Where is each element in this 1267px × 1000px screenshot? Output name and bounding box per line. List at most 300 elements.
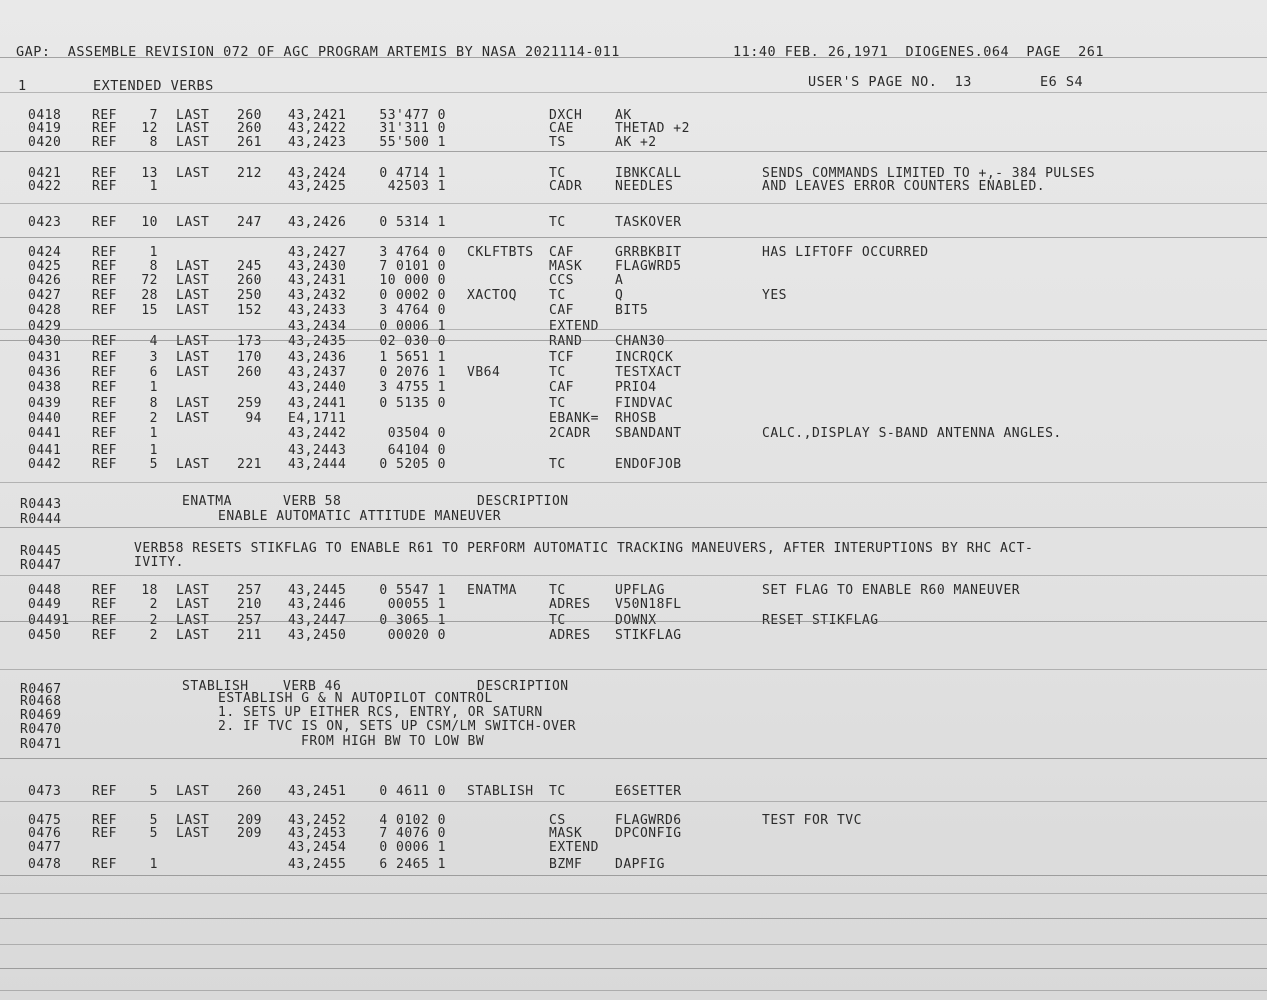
row-opcode: TCF <box>549 350 574 365</box>
text-line-number: R0470 <box>20 722 62 737</box>
row-operand: ENDOFJOB <box>615 457 682 472</box>
row-ref-tag: REF <box>92 350 117 365</box>
row-line-number: 0441 <box>28 443 62 458</box>
text-body: 1. SETS UP EITHER RCS, ENTRY, OR SATURN <box>218 705 543 720</box>
row-octal-value: 10 000 0 <box>379 273 446 288</box>
row-last-tag: LAST <box>176 813 210 828</box>
row-ref-count: 28 <box>141 288 158 303</box>
row-opcode: TC <box>549 288 566 303</box>
row-last-page: 260 <box>237 273 262 288</box>
row-line-number: 0477 <box>28 840 62 855</box>
row-last-page: 94 <box>245 411 262 426</box>
row-comment: YES <box>762 288 787 303</box>
row-ref-count: 8 <box>149 135 158 150</box>
row-ref-count: 3 <box>149 350 158 365</box>
row-address: 43,2430 <box>288 259 347 274</box>
row-ref-tag: REF <box>92 826 117 841</box>
row-address: 43,2450 <box>288 628 347 643</box>
row-opcode: CAF <box>549 245 574 260</box>
row-line-number: 0439 <box>28 396 62 411</box>
row-octal-value: 0 3065 1 <box>379 613 446 628</box>
row-ref-tag: REF <box>92 245 117 260</box>
row-address: 43,2442 <box>288 426 347 441</box>
row-ref-tag: REF <box>92 179 117 194</box>
row-ref-tag: REF <box>92 288 117 303</box>
row-ref-tag: REF <box>92 334 117 349</box>
row-operand: UPFLAG <box>615 583 665 598</box>
row-last-tag: LAST <box>176 215 210 230</box>
row-line-number: 0424 <box>28 245 62 260</box>
row-ref-tag: REF <box>92 380 117 395</box>
row-address: 43,2453 <box>288 826 347 841</box>
text-line-number: R0443 <box>20 497 62 512</box>
row-ref-tag: REF <box>92 166 117 181</box>
row-octal-value: 3 4764 0 <box>379 245 446 260</box>
row-operand: INCRQCK <box>615 350 674 365</box>
row-last-tag: LAST <box>176 350 210 365</box>
row-ref-tag: REF <box>92 583 117 598</box>
paper-rule <box>0 875 1267 876</box>
row-last-page: 170 <box>237 350 262 365</box>
row-line-number: 0422 <box>28 179 62 194</box>
row-address: 43,2437 <box>288 365 347 380</box>
row-opcode: TC <box>549 457 566 472</box>
row-ref-tag: REF <box>92 426 117 441</box>
row-octal-value: 0 5314 1 <box>379 215 446 230</box>
row-octal-value: 6 2465 1 <box>379 857 446 872</box>
row-address: 43,2434 <box>288 319 347 334</box>
text-line-number: R0447 <box>20 558 62 573</box>
row-opcode: CAF <box>549 303 574 318</box>
row-octal-value: 00055 1 <box>387 597 446 612</box>
program-title: GAP: ASSEMBLE REVISION 072 OF AGC PROGRAM ARTEMIS BY NASA 2021114-011 <box>16 44 620 60</box>
row-ref-count: 5 <box>149 457 158 472</box>
row-last-page: 261 <box>237 135 262 150</box>
row-line-number: 0440 <box>28 411 62 426</box>
row-line-number: 0449 <box>28 597 62 612</box>
row-last-page: 260 <box>237 365 262 380</box>
row-opcode: ADRES <box>549 597 591 612</box>
row-address: 43,2432 <box>288 288 347 303</box>
section-number: 1 <box>18 78 27 94</box>
row-label: XACTOQ <box>467 288 517 303</box>
row-ref-count: 5 <box>149 826 158 841</box>
text-line-number: R0467 <box>20 682 62 697</box>
row-ref-count: 6 <box>149 365 158 380</box>
text-heading-part: DESCRIPTION <box>477 679 569 694</box>
row-opcode: TC <box>549 215 566 230</box>
row-last-tag: LAST <box>176 583 210 598</box>
row-line-number: 0427 <box>28 288 62 303</box>
row-last-page: 259 <box>237 396 262 411</box>
row-operand: TESTXACT <box>615 365 682 380</box>
row-last-tag: LAST <box>176 597 210 612</box>
row-last-page: 245 <box>237 259 262 274</box>
row-last-page: 247 <box>237 215 262 230</box>
row-octal-value: 31'311 0 <box>379 121 446 136</box>
paper-rule <box>0 57 1267 58</box>
row-operand: IBNKCALL <box>615 166 682 181</box>
row-ref-count: 1 <box>149 380 158 395</box>
row-ref-count: 1 <box>149 179 158 194</box>
row-operand: TASKOVER <box>615 215 682 230</box>
row-last-page: 152 <box>237 303 262 318</box>
row-operand: DPCONFIG <box>615 826 682 841</box>
row-last-tag: LAST <box>176 303 210 318</box>
row-octal-value: 0 5135 0 <box>379 396 446 411</box>
row-ref-tag: REF <box>92 857 117 872</box>
text-body: FROM HIGH BW TO LOW BW <box>301 734 485 749</box>
row-last-page: 260 <box>237 108 262 123</box>
row-operand: BIT5 <box>615 303 649 318</box>
row-operand: NEEDLES <box>615 179 674 194</box>
row-octal-value: 4 0102 0 <box>379 813 446 828</box>
row-address: 43,2424 <box>288 166 347 181</box>
row-last-tag: LAST <box>176 457 210 472</box>
row-opcode: CS <box>549 813 566 828</box>
row-octal-value: 03504 0 <box>387 426 446 441</box>
row-line-number: 0420 <box>28 135 62 150</box>
row-ref-count: 5 <box>149 813 158 828</box>
row-line-number: 0425 <box>28 259 62 274</box>
row-octal-value: 3 4755 1 <box>379 380 446 395</box>
row-last-page: 173 <box>237 334 262 349</box>
row-octal-value: 64104 0 <box>387 443 446 458</box>
row-ref-tag: REF <box>92 396 117 411</box>
row-address: 43,2427 <box>288 245 347 260</box>
row-ref-count: 7 <box>149 108 158 123</box>
paper-rule <box>0 669 1267 670</box>
row-comment: TEST FOR TVC <box>762 813 862 828</box>
row-operand: STIKFLAG <box>615 628 682 643</box>
row-octal-value: 0 0006 1 <box>379 319 446 334</box>
row-octal-value: 53'477 0 <box>379 108 446 123</box>
row-line-number: 0436 <box>28 365 62 380</box>
row-address: 43,2423 <box>288 135 347 150</box>
row-address: 43,2441 <box>288 396 347 411</box>
row-line-number: 0419 <box>28 121 62 136</box>
row-address: 43,2455 <box>288 857 347 872</box>
row-octal-value: 7 0101 0 <box>379 259 446 274</box>
row-opcode: CADR <box>549 179 583 194</box>
row-opcode: TC <box>549 166 566 181</box>
row-octal-value: 3 4764 0 <box>379 303 446 318</box>
date-page-info: 11:40 FEB. 26,1971 DIOGENES.064 PAGE 261 <box>733 44 1104 60</box>
row-opcode: EBANK= <box>549 411 599 426</box>
row-octal-value: 0 5547 1 <box>379 583 446 598</box>
row-operand: SBANDANT <box>615 426 682 441</box>
row-ref-count: 5 <box>149 784 158 799</box>
row-line-number: 0448 <box>28 583 62 598</box>
row-address: 43,2452 <box>288 813 347 828</box>
row-ref-count: 15 <box>141 303 158 318</box>
row-last-tag: LAST <box>176 121 210 136</box>
row-opcode: DXCH <box>549 108 583 123</box>
paper-rule <box>0 92 1267 93</box>
row-ref-tag: REF <box>92 597 117 612</box>
row-address: 43,2431 <box>288 273 347 288</box>
row-ref-count: 2 <box>149 628 158 643</box>
row-opcode: CAF <box>549 380 574 395</box>
row-operand: CHAN30 <box>615 334 665 349</box>
row-octal-value: 7 4076 0 <box>379 826 446 841</box>
row-opcode: TS <box>549 135 566 150</box>
row-last-page: 260 <box>237 784 262 799</box>
text-body: ENABLE AUTOMATIC ATTITUDE MANEUVER <box>218 509 502 524</box>
row-octal-value: 0 2076 1 <box>379 365 446 380</box>
row-label: ENATMA <box>467 583 517 598</box>
paper-rule <box>0 482 1267 483</box>
row-line-number: 0418 <box>28 108 62 123</box>
row-ref-tag: REF <box>92 108 117 123</box>
row-opcode: CCS <box>549 273 574 288</box>
row-ref-tag: REF <box>92 259 117 274</box>
row-last-tag: LAST <box>176 365 210 380</box>
row-last-page: 210 <box>237 597 262 612</box>
row-address: 43,2454 <box>288 840 347 855</box>
paper-rule <box>0 203 1267 204</box>
row-opcode: MASK <box>549 259 583 274</box>
row-line-number: 0441 <box>28 426 62 441</box>
row-ref-tag: REF <box>92 457 117 472</box>
row-last-page: 257 <box>237 613 262 628</box>
row-ref-tag: REF <box>92 273 117 288</box>
row-operand: FINDVAC <box>615 396 674 411</box>
row-operand: RHOSB <box>615 411 657 426</box>
paper-rule <box>0 575 1267 576</box>
row-address: 43,2425 <box>288 179 347 194</box>
users-page-number: USER'S PAGE NO. 13 <box>808 74 972 90</box>
row-operand: V50N18FL <box>615 597 682 612</box>
row-last-tag: LAST <box>176 166 210 181</box>
row-last-page: 209 <box>237 826 262 841</box>
row-label: CKLFTBTS <box>467 245 534 260</box>
row-octal-value: 1 5651 1 <box>379 350 446 365</box>
row-last-page: 212 <box>237 166 262 181</box>
row-ref-tag: REF <box>92 121 117 136</box>
row-ref-tag: REF <box>92 628 117 643</box>
paper-rule <box>0 621 1267 622</box>
paper-rule <box>0 329 1267 330</box>
row-ref-count: 8 <box>149 259 158 274</box>
row-operand: FLAGWRD5 <box>615 259 682 274</box>
row-address: 43,2440 <box>288 380 347 395</box>
paper-rule <box>0 237 1267 238</box>
row-address: E4,1711 <box>288 411 347 426</box>
bank-indicator: E6 S4 <box>1040 74 1084 90</box>
row-address: 43,2451 <box>288 784 347 799</box>
row-opcode: TC <box>549 396 566 411</box>
row-line-number: 0421 <box>28 166 62 181</box>
row-opcode: EXTEND <box>549 319 599 334</box>
row-address: 43,2443 <box>288 443 347 458</box>
row-octal-value: 0 4714 1 <box>379 166 446 181</box>
row-line-number: 0442 <box>28 457 62 472</box>
row-ref-tag: REF <box>92 813 117 828</box>
row-opcode: TC <box>549 365 566 380</box>
row-opcode: CAE <box>549 121 574 136</box>
row-octal-value: 42503 1 <box>387 179 446 194</box>
row-opcode: TC <box>549 613 566 628</box>
row-address: 43,2446 <box>288 597 347 612</box>
row-operand: FLAGWRD6 <box>615 813 682 828</box>
row-last-tag: LAST <box>176 334 210 349</box>
row-last-page: 221 <box>237 457 262 472</box>
row-line-number: 0426 <box>28 273 62 288</box>
row-ref-count: 72 <box>141 273 158 288</box>
row-comment: SET FLAG TO ENABLE R60 MANEUVER <box>762 583 1021 598</box>
text-line-number: R0468 <box>20 694 62 709</box>
text-heading-part: DESCRIPTION <box>477 494 569 509</box>
paper-rule <box>0 151 1267 152</box>
row-opcode: TC <box>549 784 566 799</box>
text-body: ESTABLISH G & N AUTOPILOT CONTROL <box>218 691 493 706</box>
paper-rule <box>0 918 1267 919</box>
row-last-tag: LAST <box>176 826 210 841</box>
row-ref-count: 1 <box>149 426 158 441</box>
row-last-page: 209 <box>237 813 262 828</box>
row-comment: HAS LIFTOFF OCCURRED <box>762 245 929 260</box>
row-address: 43,2444 <box>288 457 347 472</box>
text-heading-part: VERB 46 <box>283 679 342 694</box>
paper-rule <box>0 968 1267 969</box>
row-ref-count: 1 <box>149 857 158 872</box>
row-ref-tag: REF <box>92 443 117 458</box>
row-opcode: MASK <box>549 826 583 841</box>
text-line-number: R0444 <box>20 512 62 527</box>
row-ref-count: 8 <box>149 396 158 411</box>
row-octal-value: 00020 0 <box>387 628 446 643</box>
row-opcode: ADRES <box>549 628 591 643</box>
row-last-tag: LAST <box>176 273 210 288</box>
row-operand: AK <box>615 108 632 123</box>
row-address: 43,2422 <box>288 121 347 136</box>
row-last-tag: LAST <box>176 135 210 150</box>
row-ref-tag: REF <box>92 365 117 380</box>
row-last-page: 211 <box>237 628 262 643</box>
row-ref-count: 18 <box>141 583 158 598</box>
row-operand: PRIO4 <box>615 380 657 395</box>
row-ref-tag: REF <box>92 784 117 799</box>
row-ref-count: 4 <box>149 334 158 349</box>
row-address: 43,2436 <box>288 350 347 365</box>
row-opcode: TC <box>549 583 566 598</box>
row-ref-count: 2 <box>149 613 158 628</box>
row-last-page: 260 <box>237 121 262 136</box>
text-heading-part: ENATMA <box>182 494 232 509</box>
text-line-number: R0471 <box>20 737 62 752</box>
row-operand: AK +2 <box>615 135 657 150</box>
row-operand: E6SETTER <box>615 784 682 799</box>
paper-rule <box>0 944 1267 945</box>
row-operand: GRRBKBIT <box>615 245 682 260</box>
row-line-number: 0473 <box>28 784 62 799</box>
row-line-number: 0428 <box>28 303 62 318</box>
row-operand: Q <box>615 288 624 303</box>
row-line-number: 0478 <box>28 857 62 872</box>
row-line-number: 0430 <box>28 334 62 349</box>
paper-rule <box>0 990 1267 991</box>
row-comment: AND LEAVES ERROR COUNTERS ENABLED. <box>762 179 1046 194</box>
text-body: IVITY. <box>134 555 184 570</box>
row-opcode: 2CADR <box>549 426 591 441</box>
row-octal-value: 02 030 0 <box>379 334 446 349</box>
row-operand: A <box>615 273 624 288</box>
text-line-number: R0445 <box>20 544 62 559</box>
row-ref-count: 2 <box>149 597 158 612</box>
row-opcode: BZMF <box>549 857 583 872</box>
row-comment: SENDS COMMANDS LIMITED TO +,- 384 PULSES <box>762 166 1096 181</box>
row-last-page: 250 <box>237 288 262 303</box>
row-line-number: 0476 <box>28 826 62 841</box>
text-body: VERB58 RESETS STIKFLAG TO ENABLE R61 TO PERFORM AUTOMATIC TRACKING MANEUVERS, AFTER INTERUPTIONS BY RHC ACT- <box>134 541 1034 556</box>
row-last-tag: LAST <box>176 628 210 643</box>
row-ref-count: 2 <box>149 411 158 426</box>
row-address: 43,2421 <box>288 108 347 123</box>
row-line-number: 04491 <box>28 613 70 628</box>
text-heading-part: STABLISH <box>182 679 249 694</box>
row-comment: RESET STIKFLAG <box>762 613 879 628</box>
row-last-tag: LAST <box>176 784 210 799</box>
row-octal-value: 0 0006 1 <box>379 840 446 855</box>
row-last-tag: LAST <box>176 411 210 426</box>
row-address: 43,2445 <box>288 583 347 598</box>
row-ref-count: 1 <box>149 443 158 458</box>
row-last-tag: LAST <box>176 396 210 411</box>
row-address: 43,2435 <box>288 334 347 349</box>
row-line-number: 0431 <box>28 350 62 365</box>
text-line-number: R0469 <box>20 708 62 723</box>
row-last-tag: LAST <box>176 108 210 123</box>
row-line-number: 0423 <box>28 215 62 230</box>
paper-rule <box>0 340 1267 341</box>
row-ref-count: 12 <box>141 121 158 136</box>
row-ref-count: 10 <box>141 215 158 230</box>
paper-rule <box>0 801 1267 802</box>
row-ref-tag: REF <box>92 411 117 426</box>
row-octal-value: 55'500 1 <box>379 135 446 150</box>
row-operand: THETAD +2 <box>615 121 690 136</box>
section-title: EXTENDED VERBS <box>93 78 214 94</box>
row-ref-tag: REF <box>92 303 117 318</box>
row-line-number: 0475 <box>28 813 62 828</box>
row-operand: DAPFIG <box>615 857 665 872</box>
row-ref-tag: REF <box>92 613 117 628</box>
row-last-tag: LAST <box>176 288 210 303</box>
row-octal-value: 0 0002 0 <box>379 288 446 303</box>
row-opcode: EXTEND <box>549 840 599 855</box>
paper-rule <box>0 893 1267 894</box>
row-octal-value: 0 4611 0 <box>379 784 446 799</box>
row-line-number: 0450 <box>28 628 62 643</box>
row-last-page: 257 <box>237 583 262 598</box>
row-ref-tag: REF <box>92 215 117 230</box>
row-operand: DOWNX <box>615 613 657 628</box>
row-ref-count: 1 <box>149 245 158 260</box>
paper-rule <box>0 527 1267 528</box>
row-line-number: 0438 <box>28 380 62 395</box>
row-address: 43,2447 <box>288 613 347 628</box>
row-label: STABLISH <box>467 784 534 799</box>
text-body: 2. IF TVC IS ON, SETS UP CSM/LM SWITCH-OVER <box>218 719 577 734</box>
row-address: 43,2426 <box>288 215 347 230</box>
row-octal-value: 0 5205 0 <box>379 457 446 472</box>
text-heading-part: VERB 58 <box>283 494 342 509</box>
row-ref-count: 13 <box>141 166 158 181</box>
row-last-tag: LAST <box>176 259 210 274</box>
paper-rule <box>0 758 1267 759</box>
row-last-tag: LAST <box>176 613 210 628</box>
